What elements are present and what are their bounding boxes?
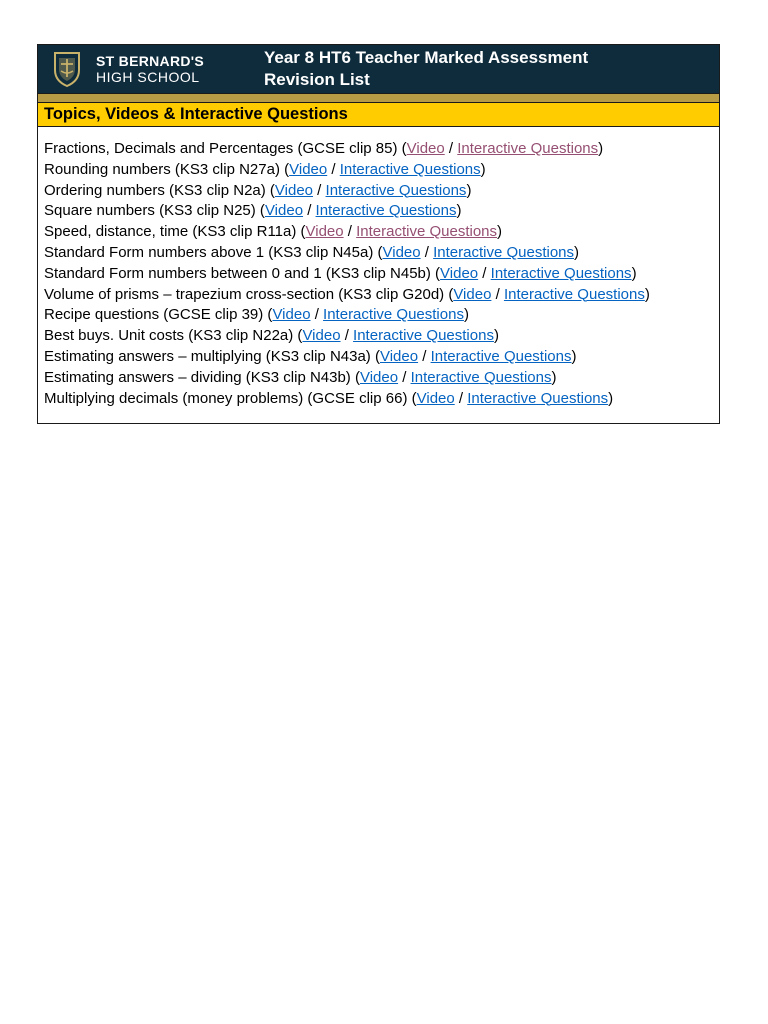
closing-paren: ) [493, 327, 499, 345]
link-separator: / [327, 160, 340, 178]
topic-item [44, 139, 719, 160]
video-link[interactable]: Video [359, 368, 399, 386]
title-line1: Year 8 HT6 Teacher Marked Assessment [264, 48, 589, 67]
link-separator: / [313, 181, 326, 199]
interactive-questions-link[interactable]: Interactive Questions [356, 223, 498, 241]
topic-text: Ordering numbers (KS3 clip N2a) ( [44, 181, 275, 199]
topic-text: Speed, distance, time (KS3 clip R11a) ( [44, 223, 306, 241]
topic-item [44, 305, 719, 326]
link-separator: / [303, 202, 316, 220]
school-logo [38, 45, 260, 93]
link-separator: / [418, 347, 431, 365]
topic-item [44, 160, 719, 181]
topic-text: Estimating answers – multiplying (KS3 clip N43a) ( [44, 347, 380, 365]
video-link[interactable]: Video [302, 327, 341, 345]
topic-text: Best buys. Unit costs (KS3 clip N22a) ( [44, 327, 303, 345]
topic-text: Volume of prisms – trapezium cross-section (KS3 clip G20d) ( [44, 285, 454, 303]
title-line2: Revision List [264, 70, 370, 89]
topic-item [44, 389, 719, 410]
document-title [260, 47, 588, 91]
revision-sheet [37, 44, 720, 424]
closing-paren: ) [456, 202, 462, 220]
video-link[interactable]: Video [289, 160, 328, 178]
closing-paren: ) [466, 181, 472, 199]
closing-paren: ) [644, 285, 650, 303]
link-separator: / [340, 327, 354, 345]
interactive-questions-link[interactable]: Interactive Questions [339, 160, 481, 178]
interactive-questions-link[interactable]: Interactive Questions [410, 368, 552, 386]
video-link[interactable]: Video [382, 243, 421, 261]
closing-paren: ) [598, 140, 604, 157]
topic-text: Fractions, Decimals and Percentages (GCSE clip 85) ( [44, 140, 407, 157]
header-banner [38, 45, 719, 93]
interactive-questions-link[interactable]: Interactive Questions [323, 306, 464, 324]
topic-item [44, 326, 719, 347]
interactive-questions-link[interactable]: Interactive Questions [325, 181, 467, 199]
topic-item [44, 368, 719, 389]
topic-text: Recipe questions (GCSE clip 39) ( [44, 306, 273, 324]
link-separator: / [444, 140, 458, 157]
video-link[interactable]: Video [264, 202, 304, 220]
school-name-line2: HIGH SCHOOL [96, 69, 200, 85]
section-heading: Topics, Videos & Interactive Questions [38, 103, 719, 127]
closing-paren: ) [480, 160, 486, 178]
video-link[interactable]: Video [416, 389, 455, 407]
closing-paren: ) [497, 223, 503, 241]
topic-item [44, 181, 719, 202]
school-name [96, 53, 204, 85]
topic-item [44, 347, 719, 368]
topic-item [44, 201, 719, 222]
interactive-questions-link[interactable]: Interactive Questions [430, 347, 572, 365]
link-separator: / [420, 243, 434, 261]
topic-text: Standard Form numbers between 0 and 1 (KS3 clip N45b) ( [44, 264, 441, 282]
topic-item [44, 243, 719, 264]
video-link[interactable]: Video [272, 306, 311, 324]
topic-item [44, 222, 719, 243]
topic-text: Rounding numbers (KS3 clip N27a) ( [44, 160, 290, 178]
school-name-line1: ST BERNARD'S [96, 53, 205, 69]
interactive-questions-link[interactable]: Interactive Questions [490, 264, 632, 282]
interactive-questions-link[interactable]: Interactive Questions [467, 389, 609, 407]
video-link[interactable]: Video [274, 181, 314, 199]
link-separator: / [454, 389, 468, 407]
link-separator: / [491, 285, 504, 303]
video-link[interactable]: Video [379, 347, 419, 365]
link-separator: / [398, 368, 411, 386]
closing-paren: ) [571, 347, 577, 365]
link-separator: / [343, 223, 357, 241]
topic-text: Standard Form numbers above 1 (KS3 clip N45a) ( [44, 243, 383, 261]
topic-list [38, 127, 719, 423]
topic-text: Estimating answers – dividing (KS3 clip N43b) ( [44, 368, 360, 386]
closing-paren: ) [551, 368, 557, 386]
school-crest-icon [52, 50, 82, 88]
closing-paren: ) [631, 264, 637, 282]
closing-paren: ) [463, 306, 469, 324]
interactive-questions-link[interactable]: Interactive Questions [503, 285, 645, 303]
gold-divider [38, 93, 719, 103]
topic-item [44, 285, 719, 306]
interactive-questions-link[interactable]: Interactive Questions [433, 243, 575, 261]
topic-item [44, 264, 719, 285]
video-link[interactable]: Video [406, 140, 445, 157]
interactive-questions-link[interactable]: Interactive Questions [315, 202, 457, 220]
link-separator: / [310, 306, 324, 324]
video-link[interactable]: Video [440, 264, 479, 282]
closing-paren: ) [574, 243, 580, 261]
closing-paren: ) [608, 389, 614, 407]
interactive-questions-link[interactable]: Interactive Questions [353, 327, 494, 345]
video-link[interactable]: Video [305, 223, 344, 241]
topic-text: Multiplying decimals (money problems) (GCSE clip 66) ( [44, 389, 417, 407]
link-separator: / [478, 264, 491, 282]
interactive-questions-link[interactable]: Interactive Questions [457, 140, 599, 157]
video-link[interactable]: Video [453, 285, 492, 303]
topic-text: Square numbers (KS3 clip N25) ( [44, 202, 265, 220]
